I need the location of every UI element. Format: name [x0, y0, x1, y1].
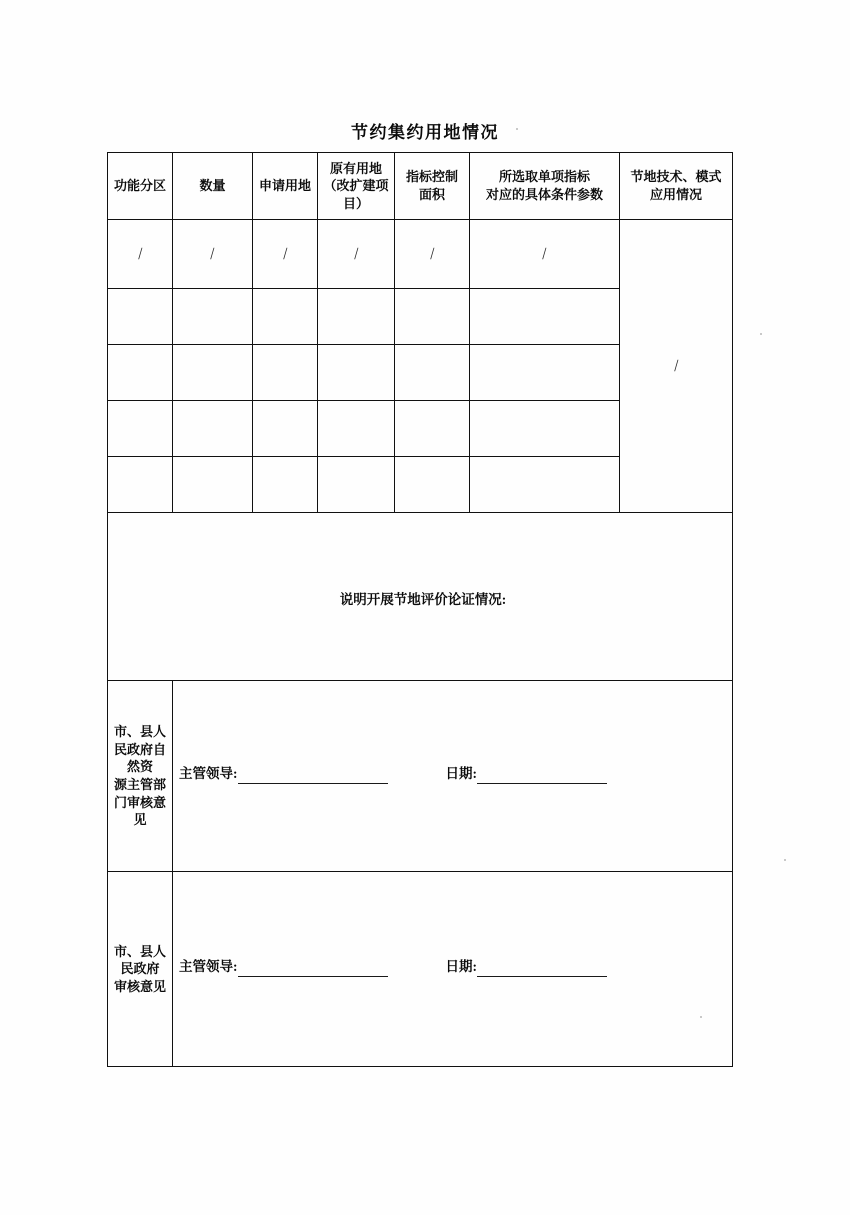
review-label-line2: 审核意见 — [114, 978, 167, 994]
leader-label: 主管领导: — [179, 766, 238, 782]
table-cell-control-area[interactable] — [395, 220, 470, 289]
note-label: 说明开展节地评价论证情况: — [339, 591, 507, 607]
leader-input-rule[interactable] — [238, 963, 388, 977]
cell-value: / — [353, 243, 359, 263]
table-cell-control-area[interactable] — [395, 457, 470, 513]
table-cell-existing-land[interactable] — [318, 289, 395, 345]
table-cell-functional-zone[interactable] — [108, 401, 173, 457]
table-header-functional-zone — [108, 153, 173, 220]
scan-speckle — [760, 333, 762, 335]
header-label: 数量 — [199, 178, 226, 194]
signature-line — [173, 765, 732, 786]
table-cell-quantity[interactable] — [173, 289, 253, 345]
table-cell-selected-index-params[interactable] — [470, 289, 620, 345]
table-cell-control-area[interactable] — [395, 401, 470, 457]
table-header-control-area — [395, 153, 470, 220]
date-input-rule[interactable] — [477, 963, 607, 977]
header-label-line2: 面积 — [418, 187, 445, 202]
review-body-natural-resources[interactable] — [173, 681, 733, 872]
header-label-line1: 节地技术、模式 — [630, 169, 722, 185]
cell-value: / — [541, 243, 548, 263]
table-header-applied-land — [253, 153, 318, 220]
scan-speckle — [784, 859, 786, 861]
table-cell-functional-zone[interactable] — [108, 220, 173, 289]
header-label: 功能分区 — [113, 178, 166, 194]
table-cell-applied-land[interactable] — [253, 345, 318, 401]
note-section[interactable] — [108, 513, 733, 681]
date-label: 日期: — [445, 959, 477, 975]
header-label-line2: 应用情况 — [649, 187, 702, 202]
table-cell-land-saving-tech-merged[interactable] — [620, 220, 733, 513]
table-row — [108, 220, 733, 289]
header-label-line2: 对应的具体条件参数 — [485, 187, 603, 202]
table-cell-applied-land[interactable] — [253, 220, 318, 289]
table-cell-selected-index-params[interactable] — [470, 401, 620, 457]
leader-signature-field[interactable] — [179, 958, 388, 976]
table-header-existing-land — [318, 153, 395, 220]
header-label-line3: 目） — [342, 195, 369, 211]
date-field[interactable] — [446, 765, 608, 783]
table-cell-existing-land[interactable] — [318, 401, 395, 457]
table-cell-selected-index-params[interactable] — [470, 345, 620, 401]
table-cell-quantity[interactable] — [173, 345, 253, 401]
table-cell-functional-zone[interactable] — [108, 289, 173, 345]
review-label-line2: 源主管部门审核意见 — [114, 777, 167, 828]
cell-value: / — [673, 355, 679, 375]
header-label-line1: 所选取单项指标 — [498, 169, 590, 185]
table-cell-applied-land[interactable] — [253, 457, 318, 513]
header-label-line1: 指标控制 — [405, 169, 458, 185]
cell-value: / — [282, 243, 288, 263]
note-row — [108, 513, 733, 681]
header-label: 申请用地 — [258, 178, 311, 194]
table-cell-selected-index-params[interactable] — [470, 457, 620, 513]
table-cell-control-area[interactable] — [395, 289, 470, 345]
table-cell-existing-land[interactable] — [318, 345, 395, 401]
table-cell-functional-zone[interactable] — [108, 457, 173, 513]
review-body-government[interactable] — [173, 872, 733, 1067]
header-label-line2: （改扩建项 — [323, 178, 389, 194]
signature-line — [173, 958, 732, 979]
leader-label: 主管领导: — [179, 959, 238, 975]
date-input-rule[interactable] — [477, 770, 607, 784]
leader-signature-field[interactable] — [179, 765, 388, 783]
review-label-natural-resources — [108, 681, 173, 872]
date-field[interactable] — [446, 958, 608, 976]
cell-value: / — [137, 243, 143, 263]
date-label: 日期: — [445, 766, 477, 782]
table-cell-quantity[interactable] — [173, 457, 253, 513]
page-title: 节约集约用地情况 — [351, 123, 499, 142]
cell-value: / — [209, 243, 216, 263]
review-label-line1: 市、县人民政府自然资 — [114, 724, 167, 775]
table-cell-control-area[interactable] — [395, 345, 470, 401]
review-label-government — [108, 872, 173, 1067]
table-header-row — [108, 153, 733, 220]
table-cell-quantity[interactable] — [173, 401, 253, 457]
table-cell-applied-land[interactable] — [253, 401, 318, 457]
table-cell-existing-land[interactable] — [318, 220, 395, 289]
review-row-government — [108, 872, 733, 1067]
table-cell-existing-land[interactable] — [318, 457, 395, 513]
table-cell-selected-index-params[interactable] — [470, 220, 620, 289]
table-cell-quantity[interactable] — [173, 220, 253, 289]
cell-value: / — [429, 243, 435, 263]
table-header-land-saving-tech — [620, 153, 733, 220]
table-header-quantity — [173, 153, 253, 220]
table-cell-applied-land[interactable] — [253, 289, 318, 345]
table-header-selected-index-params — [470, 153, 620, 220]
leader-input-rule[interactable] — [238, 770, 388, 784]
land-use-form-table — [107, 152, 733, 1067]
header-label-line1: 原有用地 — [329, 160, 382, 176]
table-cell-functional-zone[interactable] — [108, 345, 173, 401]
review-label-line1: 市、县人民政府 — [114, 943, 167, 977]
review-row-natural-resources — [108, 681, 733, 872]
